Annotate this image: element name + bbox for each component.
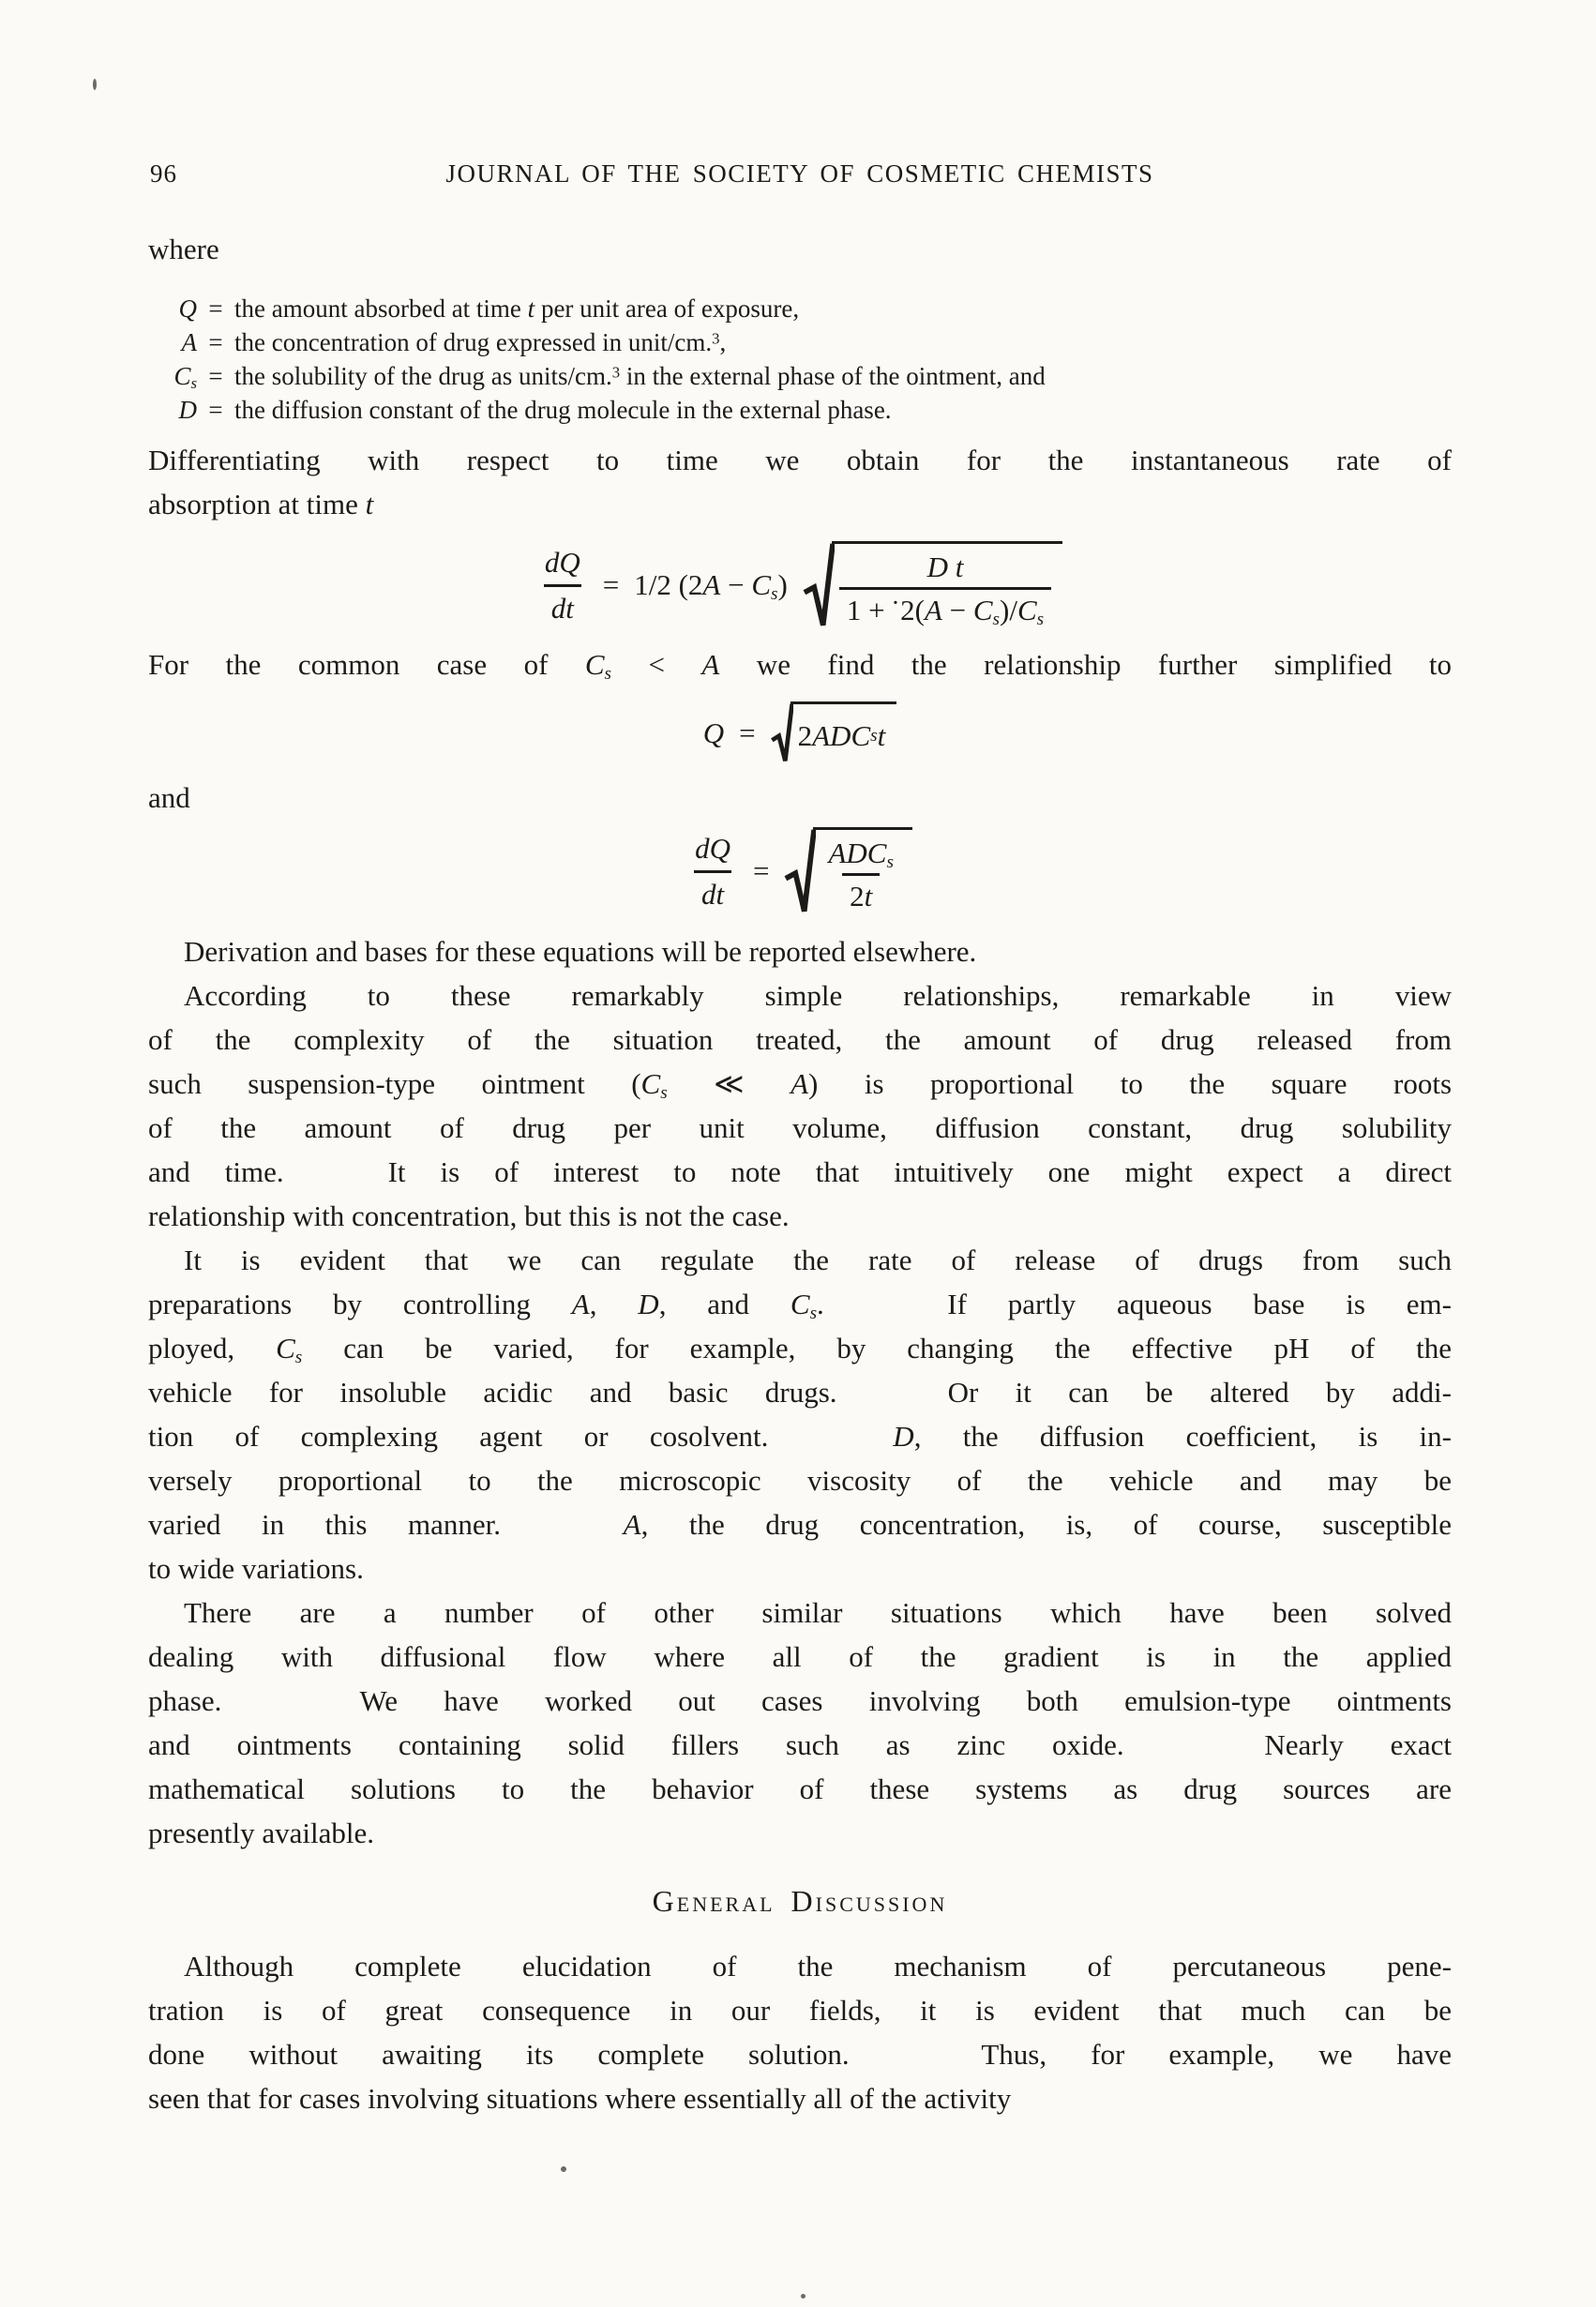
radical bbox=[771, 701, 897, 764]
text-line: done without awaiting its complete solution. Thus, for example, we have bbox=[148, 2037, 1452, 2071]
paragraph-derivation bbox=[148, 929, 1452, 973]
scan-speck bbox=[801, 2294, 806, 2299]
text-line: seen that for cases involving situations where essentially all of the activity bbox=[148, 2081, 1012, 2115]
text-line: versely proportional to the microscopic viscosity of the vehicle and may be bbox=[148, 1463, 1452, 1497]
radicand bbox=[813, 827, 911, 915]
paragraph-although bbox=[148, 1944, 1452, 2120]
definition-text: the concentration of drug expressed in unit/cm.$^3$, bbox=[234, 328, 727, 356]
scan-speck bbox=[93, 79, 97, 90]
running-head bbox=[148, 158, 1452, 189]
definition-symbol: $C_s$ bbox=[173, 362, 197, 393]
radicand bbox=[832, 541, 1062, 629]
equals-sign: = bbox=[208, 294, 223, 323]
derivative-fraction bbox=[537, 546, 588, 625]
fraction-denominator: dt bbox=[544, 584, 581, 626]
text-line: There are a number of other similar situations which have been solved bbox=[184, 1595, 1452, 1629]
text-line: Differentiating with respect to time we obtain for the instantaneous rate of bbox=[148, 444, 1452, 476]
symbol-definition-list bbox=[148, 292, 1452, 427]
equals-sign: = bbox=[208, 362, 223, 390]
text-line: absorption at time t bbox=[148, 488, 374, 520]
text-line: relationship with concentration, but this is not the case. bbox=[148, 1199, 790, 1232]
section-heading-general-discussion: General Discussion bbox=[652, 1883, 948, 1918]
equals-sign: = bbox=[602, 568, 620, 602]
paragraph-there-are bbox=[148, 1591, 1452, 1855]
fraction-denominator: dt bbox=[694, 870, 731, 912]
equation-rate-simplified bbox=[148, 827, 1452, 915]
derivative-fraction bbox=[687, 832, 738, 911]
paragraph-common-case bbox=[148, 642, 1452, 686]
text-line: presently available. bbox=[148, 1816, 375, 1849]
fraction-denominator: 2t bbox=[842, 873, 880, 913]
text-line: tration is of great consequence in our fields, it is evident that much can be bbox=[148, 1993, 1452, 2027]
fraction-numerator: $ADC_s$ bbox=[828, 836, 894, 872]
radical bbox=[784, 827, 911, 915]
definition-symbol: A bbox=[181, 328, 197, 356]
paragraph-differentiating bbox=[148, 438, 1452, 526]
definition-text: the solubility of the drug as units/cm.$^3$ in the external phase of the ointment, and bbox=[234, 362, 1046, 390]
text-line: Derivation and bases for these equations will be reported elsewhere. bbox=[184, 934, 977, 968]
radicand: 2 ADC s t bbox=[790, 701, 897, 764]
equation-q-simplified bbox=[148, 701, 1452, 764]
equals-sign: = bbox=[739, 716, 756, 749]
fraction-denominator: 1 + ˙2(A − $C_s)/C_s$ bbox=[839, 587, 1051, 627]
where-label: where bbox=[148, 233, 219, 265]
journal-title: JOURNAL OF THE SOCIETY OF COSMETIC CHEMISTS bbox=[445, 159, 1154, 188]
text-line: Although complete elucidation of the mechanism of percutaneous pene- bbox=[184, 1949, 1452, 1983]
definition-row bbox=[148, 393, 1452, 427]
radicand-fraction bbox=[821, 837, 900, 913]
radical-sign-icon bbox=[784, 827, 816, 915]
definition-text: the diffusion constant of the drug molecule in the external phase. bbox=[234, 396, 892, 424]
text-line: For the common case of $C_s < A$ we find the relationship further simplified to bbox=[148, 648, 1453, 685]
definition-text: the amount absorbed at time t per unit area of exposure, bbox=[234, 294, 800, 323]
text-line: and ointments containing solid fillers such as zinc oxide. Nearly exact bbox=[148, 1727, 1452, 1761]
definition-row bbox=[148, 359, 1452, 393]
paragraph-evident bbox=[148, 1238, 1452, 1591]
equation-lhs: Q bbox=[702, 716, 725, 749]
text-line: dealing with diffusional flow where all of the gradient is in the applied bbox=[148, 1639, 1452, 1673]
text-line: to wide variations. bbox=[148, 1551, 364, 1585]
text-line: tion of complexing agent or cosolvent. D, the diffusion coefficient, is in- bbox=[148, 1419, 1452, 1453]
text-line: varied in this manner. A, the drug concentration, is, of course, susceptible bbox=[148, 1507, 1452, 1541]
paragraph-according bbox=[148, 973, 1452, 1238]
text-line: According to these remarkably simple relationships, remarkable in view bbox=[184, 978, 1452, 1012]
and-label: and bbox=[148, 781, 190, 815]
radical-sign-icon bbox=[803, 541, 835, 629]
definition-row bbox=[148, 325, 1452, 359]
text-line: and time. It is of interest to note that intuitively one might expect a direct bbox=[148, 1154, 1452, 1188]
fraction-numerator: dQ bbox=[544, 546, 580, 580]
equation-coefficient: 1/2 $(2A - C_s)$ bbox=[634, 568, 788, 605]
text-line: of the amount of drug per unit volume, diffusion constant, drug solubility bbox=[148, 1110, 1452, 1144]
text-line: preparations by controlling A, D, and $C_s$. If partly aqueous base is em- bbox=[148, 1287, 1452, 1323]
equals-sign: = bbox=[208, 396, 223, 424]
page-number: 96 bbox=[150, 159, 177, 188]
equals-sign: = bbox=[752, 854, 770, 888]
text-line: It is evident that we can regulate the rate of release of drugs from such bbox=[184, 1243, 1452, 1276]
radical bbox=[803, 541, 1062, 629]
equation-instantaneous-rate bbox=[148, 541, 1452, 629]
definition-symbol: D bbox=[178, 396, 197, 424]
scan-speck bbox=[561, 2166, 566, 2172]
text-line: ployed, $C_s$ can be varied, for example, by changing the effective pH of the bbox=[148, 1331, 1452, 1367]
definition-row bbox=[148, 292, 1452, 325]
text-line: mathematical solutions to the behavior of these systems as drug sources are bbox=[148, 1772, 1452, 1805]
text-line: such suspension-type ointment ($C_s$ ≪ A) is proportional to the square roots bbox=[148, 1066, 1453, 1103]
text-line: phase. We have worked out cases involving both emulsion-type ointments bbox=[148, 1683, 1452, 1717]
fraction-numerator: D t bbox=[926, 550, 964, 583]
definition-symbol: Q bbox=[178, 294, 197, 323]
fraction-numerator: dQ bbox=[695, 832, 730, 866]
equals-sign: = bbox=[208, 328, 223, 356]
text-line: of the complexity of the situation treated, the amount of drug released from bbox=[148, 1022, 1452, 1056]
radicand-fraction bbox=[839, 550, 1051, 630]
text-line: vehicle for insoluble acidic and basic drugs. Or it can be altered by addi- bbox=[148, 1375, 1452, 1409]
